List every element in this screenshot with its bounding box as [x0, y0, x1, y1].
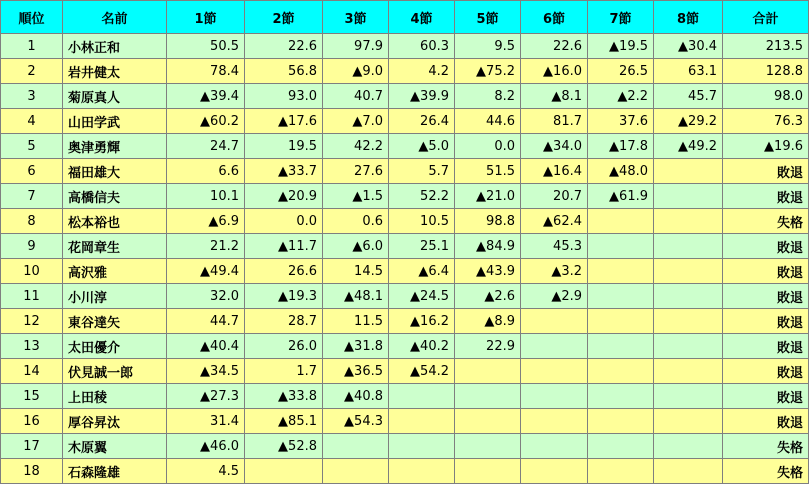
round-3-score-cell: 27.6: [323, 159, 389, 184]
round-3-score-cell: ▲48.1: [323, 284, 389, 309]
round-7-score-cell: [588, 409, 654, 434]
table-row: [1, 334, 809, 359]
header-rank: 順位: [1, 1, 63, 34]
round-5-score-cell: [455, 359, 521, 384]
header-round-8: 8節: [654, 1, 723, 34]
round-2-score-cell: 93.0: [245, 84, 323, 109]
round-3-score-cell: ▲1.5: [323, 184, 389, 209]
player-name-cell: 福田雄大: [63, 159, 167, 184]
round-1-score-cell: 21.2: [167, 234, 245, 259]
round-3-score-cell: [323, 459, 389, 484]
round-2-score-cell: [245, 459, 323, 484]
round-7-score-cell: [588, 309, 654, 334]
player-name-cell: 上田稜: [63, 384, 167, 409]
round-2-score-cell: ▲85.1: [245, 409, 323, 434]
table-row: [1, 84, 809, 109]
round-6-score-cell: ▲2.9: [521, 284, 588, 309]
player-name-cell: 木原翼: [63, 434, 167, 459]
header-name: 名前: [63, 1, 167, 34]
table-row: [1, 209, 809, 234]
round-8-score-cell: ▲29.2: [654, 109, 723, 134]
round-7-score-cell: ▲17.8: [588, 134, 654, 159]
round-5-score-cell: ▲8.9: [455, 309, 521, 334]
round-8-score-cell: [654, 184, 723, 209]
round-3-score-cell: ▲6.0: [323, 234, 389, 259]
round-6-score-cell: ▲3.2: [521, 259, 588, 284]
table-row: [1, 409, 809, 434]
round-1-score-cell: 10.1: [167, 184, 245, 209]
round-3-score-cell: 0.6: [323, 209, 389, 234]
round-3-score-cell: ▲36.5: [323, 359, 389, 384]
table-row: [1, 434, 809, 459]
round-5-score-cell: ▲43.9: [455, 259, 521, 284]
round-5-score-cell: ▲21.0: [455, 184, 521, 209]
header-round-2: 2節: [245, 1, 323, 34]
round-1-score-cell: 6.6: [167, 159, 245, 184]
round-7-score-cell: [588, 334, 654, 359]
rank-cell: 1: [1, 34, 63, 59]
header-round-6: 6節: [521, 1, 588, 34]
round-1-score-cell: 24.7: [167, 134, 245, 159]
round-6-score-cell: 22.6: [521, 34, 588, 59]
round-2-score-cell: 19.5: [245, 134, 323, 159]
round-8-score-cell: [654, 359, 723, 384]
round-4-score-cell: 5.7: [389, 159, 455, 184]
round-1-score-cell: ▲46.0: [167, 434, 245, 459]
header-round-7: 7節: [588, 1, 654, 34]
round-7-score-cell: [588, 359, 654, 384]
rank-cell: 4: [1, 109, 63, 134]
player-name-cell: 石森隆雄: [63, 459, 167, 484]
round-8-score-cell: 45.7: [654, 84, 723, 109]
round-4-score-cell: ▲16.2: [389, 309, 455, 334]
round-8-score-cell: ▲49.2: [654, 134, 723, 159]
round-2-score-cell: 26.6: [245, 259, 323, 284]
round-4-score-cell: ▲6.4: [389, 259, 455, 284]
round-2-score-cell: 28.7: [245, 309, 323, 334]
total-cell: 敗退: [723, 359, 809, 384]
round-7-score-cell: [588, 384, 654, 409]
round-5-score-cell: [455, 384, 521, 409]
table-row: [1, 259, 809, 284]
player-name-cell: 小林正和: [63, 34, 167, 59]
rank-cell: 3: [1, 84, 63, 109]
round-8-score-cell: [654, 159, 723, 184]
round-3-score-cell: 40.7: [323, 84, 389, 109]
rank-cell: 14: [1, 359, 63, 384]
total-cell: 213.5: [723, 34, 809, 59]
round-6-score-cell: ▲16.4: [521, 159, 588, 184]
round-6-score-cell: ▲62.4: [521, 209, 588, 234]
round-5-score-cell: 0.0: [455, 134, 521, 159]
rank-cell: 2: [1, 59, 63, 84]
round-7-score-cell: ▲2.2: [588, 84, 654, 109]
round-8-score-cell: [654, 259, 723, 284]
table-row: [1, 134, 809, 159]
rank-cell: 11: [1, 284, 63, 309]
round-3-score-cell: 14.5: [323, 259, 389, 284]
round-4-score-cell: [389, 384, 455, 409]
round-4-score-cell: [389, 409, 455, 434]
player-name-cell: 花岡章生: [63, 234, 167, 259]
round-8-score-cell: [654, 309, 723, 334]
table-row: [1, 184, 809, 209]
round-3-score-cell: 42.2: [323, 134, 389, 159]
total-cell: 敗退: [723, 384, 809, 409]
round-6-score-cell: [521, 459, 588, 484]
table-row: [1, 309, 809, 334]
round-3-score-cell: ▲31.8: [323, 334, 389, 359]
round-8-score-cell: [654, 234, 723, 259]
total-cell: 敗退: [723, 309, 809, 334]
rank-cell: 18: [1, 459, 63, 484]
round-5-score-cell: [455, 409, 521, 434]
rank-cell: 15: [1, 384, 63, 409]
round-2-score-cell: ▲33.8: [245, 384, 323, 409]
round-1-score-cell: ▲6.9: [167, 209, 245, 234]
round-7-score-cell: [588, 284, 654, 309]
player-name-cell: 岩井健太: [63, 59, 167, 84]
round-4-score-cell: [389, 459, 455, 484]
round-5-score-cell: 98.8: [455, 209, 521, 234]
round-7-score-cell: [588, 259, 654, 284]
round-3-score-cell: ▲54.3: [323, 409, 389, 434]
round-3-score-cell: 11.5: [323, 309, 389, 334]
table-row: [1, 59, 809, 84]
table-row: [1, 234, 809, 259]
round-6-score-cell: [521, 359, 588, 384]
round-8-score-cell: ▲30.4: [654, 34, 723, 59]
round-6-score-cell: 45.3: [521, 234, 588, 259]
rank-cell: 17: [1, 434, 63, 459]
round-4-score-cell: ▲54.2: [389, 359, 455, 384]
total-cell: 敗退: [723, 334, 809, 359]
total-cell: ▲19.6: [723, 134, 809, 159]
total-cell: 失格: [723, 209, 809, 234]
total-cell: 敗退: [723, 234, 809, 259]
table-row: [1, 359, 809, 384]
header-round-5: 5節: [455, 1, 521, 34]
round-2-score-cell: ▲19.3: [245, 284, 323, 309]
round-1-score-cell: 4.5: [167, 459, 245, 484]
round-2-score-cell: 1.7: [245, 359, 323, 384]
round-1-score-cell: ▲49.4: [167, 259, 245, 284]
round-7-score-cell: [588, 209, 654, 234]
round-1-score-cell: ▲34.5: [167, 359, 245, 384]
round-7-score-cell: [588, 434, 654, 459]
player-name-cell: 菊原真人: [63, 84, 167, 109]
round-6-score-cell: ▲16.0: [521, 59, 588, 84]
round-1-score-cell: 50.5: [167, 34, 245, 59]
round-4-score-cell: 60.3: [389, 34, 455, 59]
round-4-score-cell: ▲40.2: [389, 334, 455, 359]
table-row: [1, 284, 809, 309]
round-2-score-cell: ▲11.7: [245, 234, 323, 259]
round-7-score-cell: [588, 234, 654, 259]
table-row: [1, 459, 809, 484]
round-5-score-cell: 44.6: [455, 109, 521, 134]
round-7-score-cell: [588, 459, 654, 484]
header-row: [1, 1, 809, 34]
round-5-score-cell: 51.5: [455, 159, 521, 184]
total-cell: 敗退: [723, 409, 809, 434]
total-cell: 失格: [723, 459, 809, 484]
round-4-score-cell: ▲24.5: [389, 284, 455, 309]
round-3-score-cell: ▲9.0: [323, 59, 389, 84]
round-4-score-cell: ▲39.9: [389, 84, 455, 109]
total-cell: 失格: [723, 434, 809, 459]
player-name-cell: 小川淳: [63, 284, 167, 309]
total-cell: 敗退: [723, 284, 809, 309]
round-8-score-cell: [654, 334, 723, 359]
round-6-score-cell: [521, 309, 588, 334]
rank-cell: 10: [1, 259, 63, 284]
round-7-score-cell: ▲48.0: [588, 159, 654, 184]
player-name-cell: 太田優介: [63, 334, 167, 359]
rank-cell: 12: [1, 309, 63, 334]
round-2-score-cell: ▲52.8: [245, 434, 323, 459]
round-7-score-cell: 37.6: [588, 109, 654, 134]
round-2-score-cell: ▲20.9: [245, 184, 323, 209]
rank-cell: 16: [1, 409, 63, 434]
total-cell: 敗退: [723, 159, 809, 184]
round-5-score-cell: ▲2.6: [455, 284, 521, 309]
player-name-cell: 高橋信夫: [63, 184, 167, 209]
round-4-score-cell: 26.4: [389, 109, 455, 134]
player-name-cell: 厚谷昇汰: [63, 409, 167, 434]
round-2-score-cell: 0.0: [245, 209, 323, 234]
player-name-cell: 山田学武: [63, 109, 167, 134]
header-round-3: 3節: [323, 1, 389, 34]
header-round-4: 4節: [389, 1, 455, 34]
round-5-score-cell: [455, 434, 521, 459]
player-name-cell: 東谷達矢: [63, 309, 167, 334]
round-8-score-cell: [654, 384, 723, 409]
round-3-score-cell: ▲40.8: [323, 384, 389, 409]
rank-cell: 13: [1, 334, 63, 359]
round-4-score-cell: 4.2: [389, 59, 455, 84]
round-8-score-cell: 63.1: [654, 59, 723, 84]
round-2-score-cell: ▲33.7: [245, 159, 323, 184]
round-8-score-cell: [654, 209, 723, 234]
round-1-score-cell: ▲60.2: [167, 109, 245, 134]
table-row: [1, 34, 809, 59]
round-4-score-cell: [389, 434, 455, 459]
round-7-score-cell: ▲19.5: [588, 34, 654, 59]
player-name-cell: 松本裕也: [63, 209, 167, 234]
round-7-score-cell: ▲61.9: [588, 184, 654, 209]
round-8-score-cell: [654, 409, 723, 434]
round-2-score-cell: 56.8: [245, 59, 323, 84]
round-6-score-cell: 20.7: [521, 184, 588, 209]
round-1-score-cell: 44.7: [167, 309, 245, 334]
header-round-1: 1節: [167, 1, 245, 34]
player-name-cell: 伏見誠一郎: [63, 359, 167, 384]
round-4-score-cell: ▲5.0: [389, 134, 455, 159]
rank-cell: 7: [1, 184, 63, 209]
round-4-score-cell: 10.5: [389, 209, 455, 234]
round-8-score-cell: [654, 434, 723, 459]
table-row: [1, 109, 809, 134]
table-row: [1, 159, 809, 184]
round-2-score-cell: ▲17.6: [245, 109, 323, 134]
round-2-score-cell: 26.0: [245, 334, 323, 359]
round-5-score-cell: 8.2: [455, 84, 521, 109]
total-cell: 128.8: [723, 59, 809, 84]
round-6-score-cell: [521, 384, 588, 409]
round-2-score-cell: 22.6: [245, 34, 323, 59]
total-cell: 敗退: [723, 259, 809, 284]
round-6-score-cell: [521, 409, 588, 434]
rank-cell: 6: [1, 159, 63, 184]
round-6-score-cell: [521, 334, 588, 359]
round-6-score-cell: [521, 434, 588, 459]
total-cell: 敗退: [723, 184, 809, 209]
round-6-score-cell: 81.7: [521, 109, 588, 134]
player-name-cell: 高沢雅: [63, 259, 167, 284]
round-5-score-cell: [455, 459, 521, 484]
round-1-score-cell: 32.0: [167, 284, 245, 309]
round-8-score-cell: [654, 284, 723, 309]
round-5-score-cell: ▲84.9: [455, 234, 521, 259]
round-1-score-cell: ▲39.4: [167, 84, 245, 109]
round-3-score-cell: ▲7.0: [323, 109, 389, 134]
player-name-cell: 奥津勇輝: [63, 134, 167, 159]
round-5-score-cell: 9.5: [455, 34, 521, 59]
round-8-score-cell: [654, 459, 723, 484]
round-7-score-cell: 26.5: [588, 59, 654, 84]
round-1-score-cell: ▲40.4: [167, 334, 245, 359]
round-5-score-cell: 22.9: [455, 334, 521, 359]
total-cell: 76.3: [723, 109, 809, 134]
table-row: [1, 384, 809, 409]
rank-cell: 5: [1, 134, 63, 159]
total-cell: 98.0: [723, 84, 809, 109]
round-6-score-cell: ▲34.0: [521, 134, 588, 159]
round-1-score-cell: 78.4: [167, 59, 245, 84]
round-6-score-cell: ▲8.1: [521, 84, 588, 109]
round-3-score-cell: 97.9: [323, 34, 389, 59]
round-4-score-cell: 25.1: [389, 234, 455, 259]
table-body: [1, 34, 809, 484]
round-1-score-cell: 31.4: [167, 409, 245, 434]
round-1-score-cell: ▲27.3: [167, 384, 245, 409]
round-4-score-cell: 52.2: [389, 184, 455, 209]
header-total: 合計: [723, 1, 809, 34]
round-5-score-cell: ▲75.2: [455, 59, 521, 84]
rank-cell: 8: [1, 209, 63, 234]
rank-cell: 9: [1, 234, 63, 259]
round-3-score-cell: [323, 434, 389, 459]
